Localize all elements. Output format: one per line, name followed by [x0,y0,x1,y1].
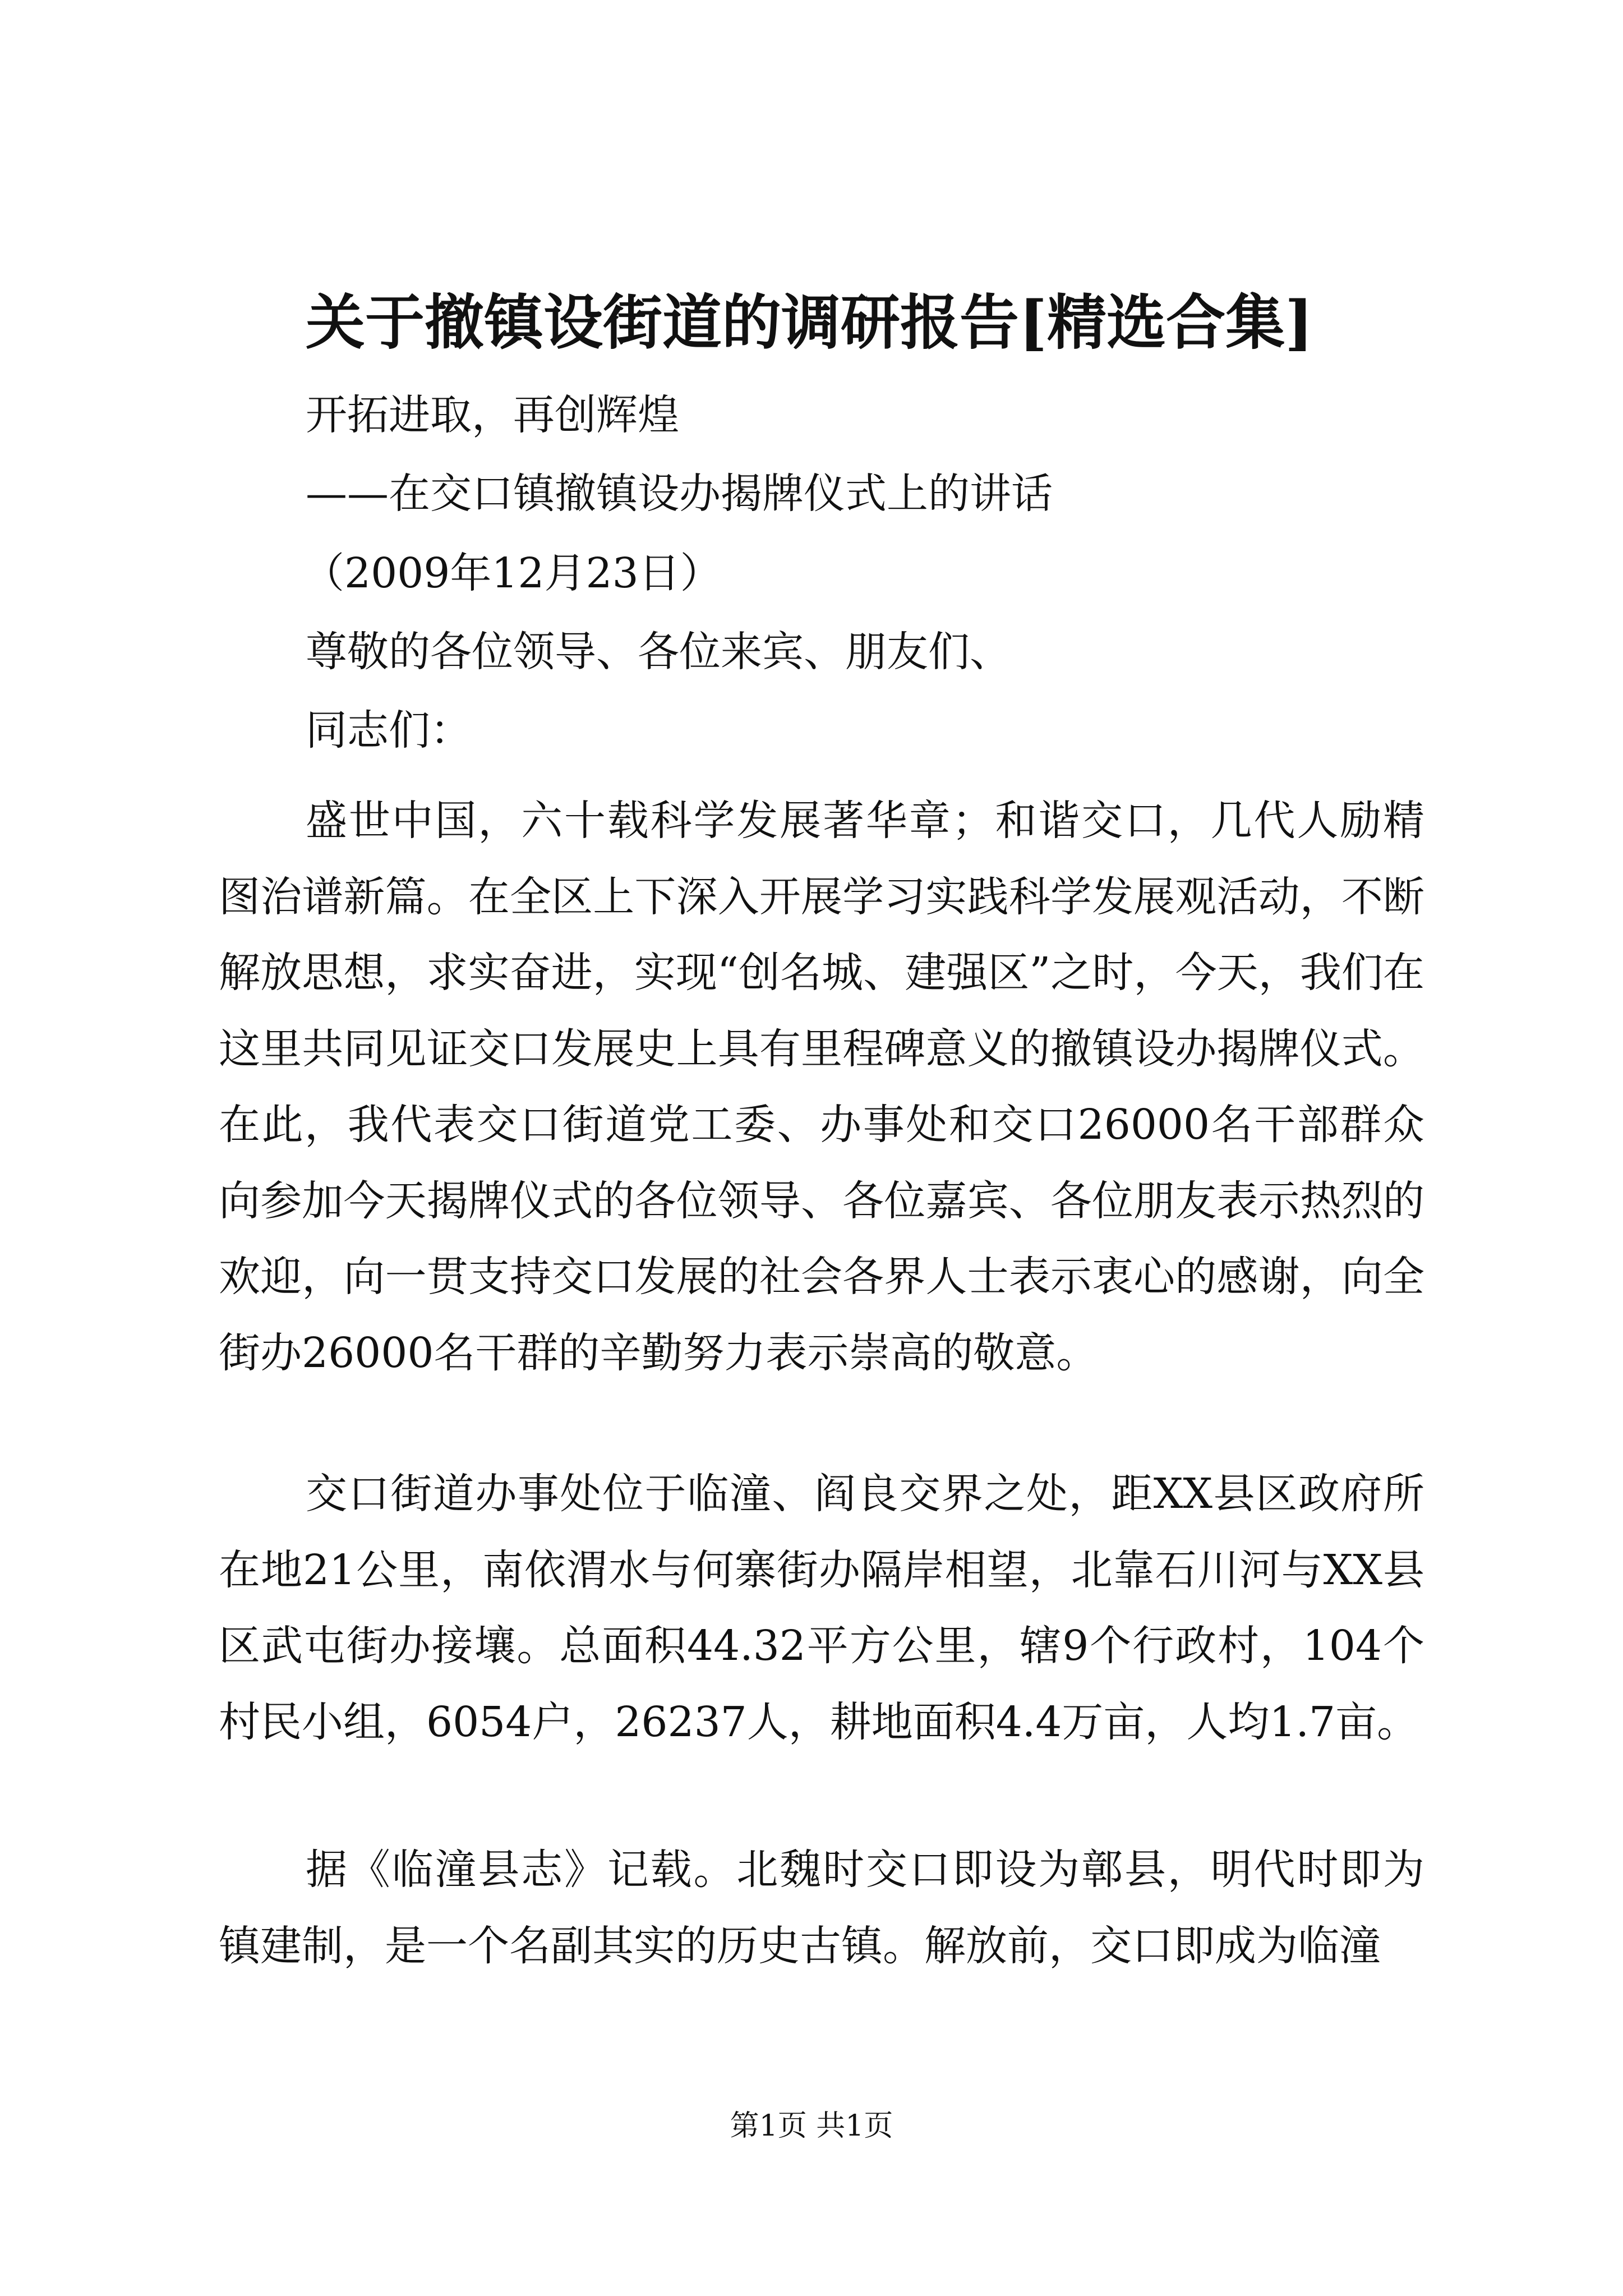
body-paragraph-1: 盛世中国，六十载科学发展著华章；和谐交口，几代人励精图治谱新篇。在全区上下深入开展学习实践科学发展观活动，不断解放思想，求实奋进，实现“创名城、建强区”之时，今天，我们在这里共同见证交口发展史上具有里程碑意义的撤镇设办揭牌仪式。在此，我代表交口街道党工委、办事处和交口26000名干部群众向参加今天揭牌仪式的各位领导、各位嘉宾、各位朋友表示热烈的欢迎，向一贯支持交口发展的社会各界人士表示衷心的感谢，向全街办26000名干群的辛勤努力表示崇高的敬意。 [219,797,1424,1377]
speech-heading: 开拓进取，再创辉煌 [306,391,679,439]
body-paragraph-3: 据《临潼县志》记载。北魏时交口即设为鄣县，明代时即为镇建制，是一个名副其实的历史古镇。解放前，交口即成为临潼 [219,1846,1424,1970]
document-title: 关于撤镇设街道的调研报告[精选合集] [306,287,1313,357]
speech-subheading: ——在交口镇撤镇设办揭牌仪式上的讲话 [306,470,1053,518]
speech-date: （2009年12月23日） [303,549,722,597]
salutation-line-2: 同志们： [306,706,472,754]
salutation-line-1: 尊敬的各位领导、各位来宾、朋友们、 [306,628,1011,676]
page-footer: 第1页 共1页 [730,2109,893,2143]
body-paragraph-2: 交口街道办事处位于临潼、阎良交界之处，距XX县区政府所在地21公里，南依渭水与何寨街办隔岸相望，北靠石川河与XX县区武屯街办接壤。总面积44.32平方公里，辖9个行政村，104个村民小组，6054户，26237人，耕地面积4.4万亩，人均1.7亩。 [219,1470,1424,1746]
